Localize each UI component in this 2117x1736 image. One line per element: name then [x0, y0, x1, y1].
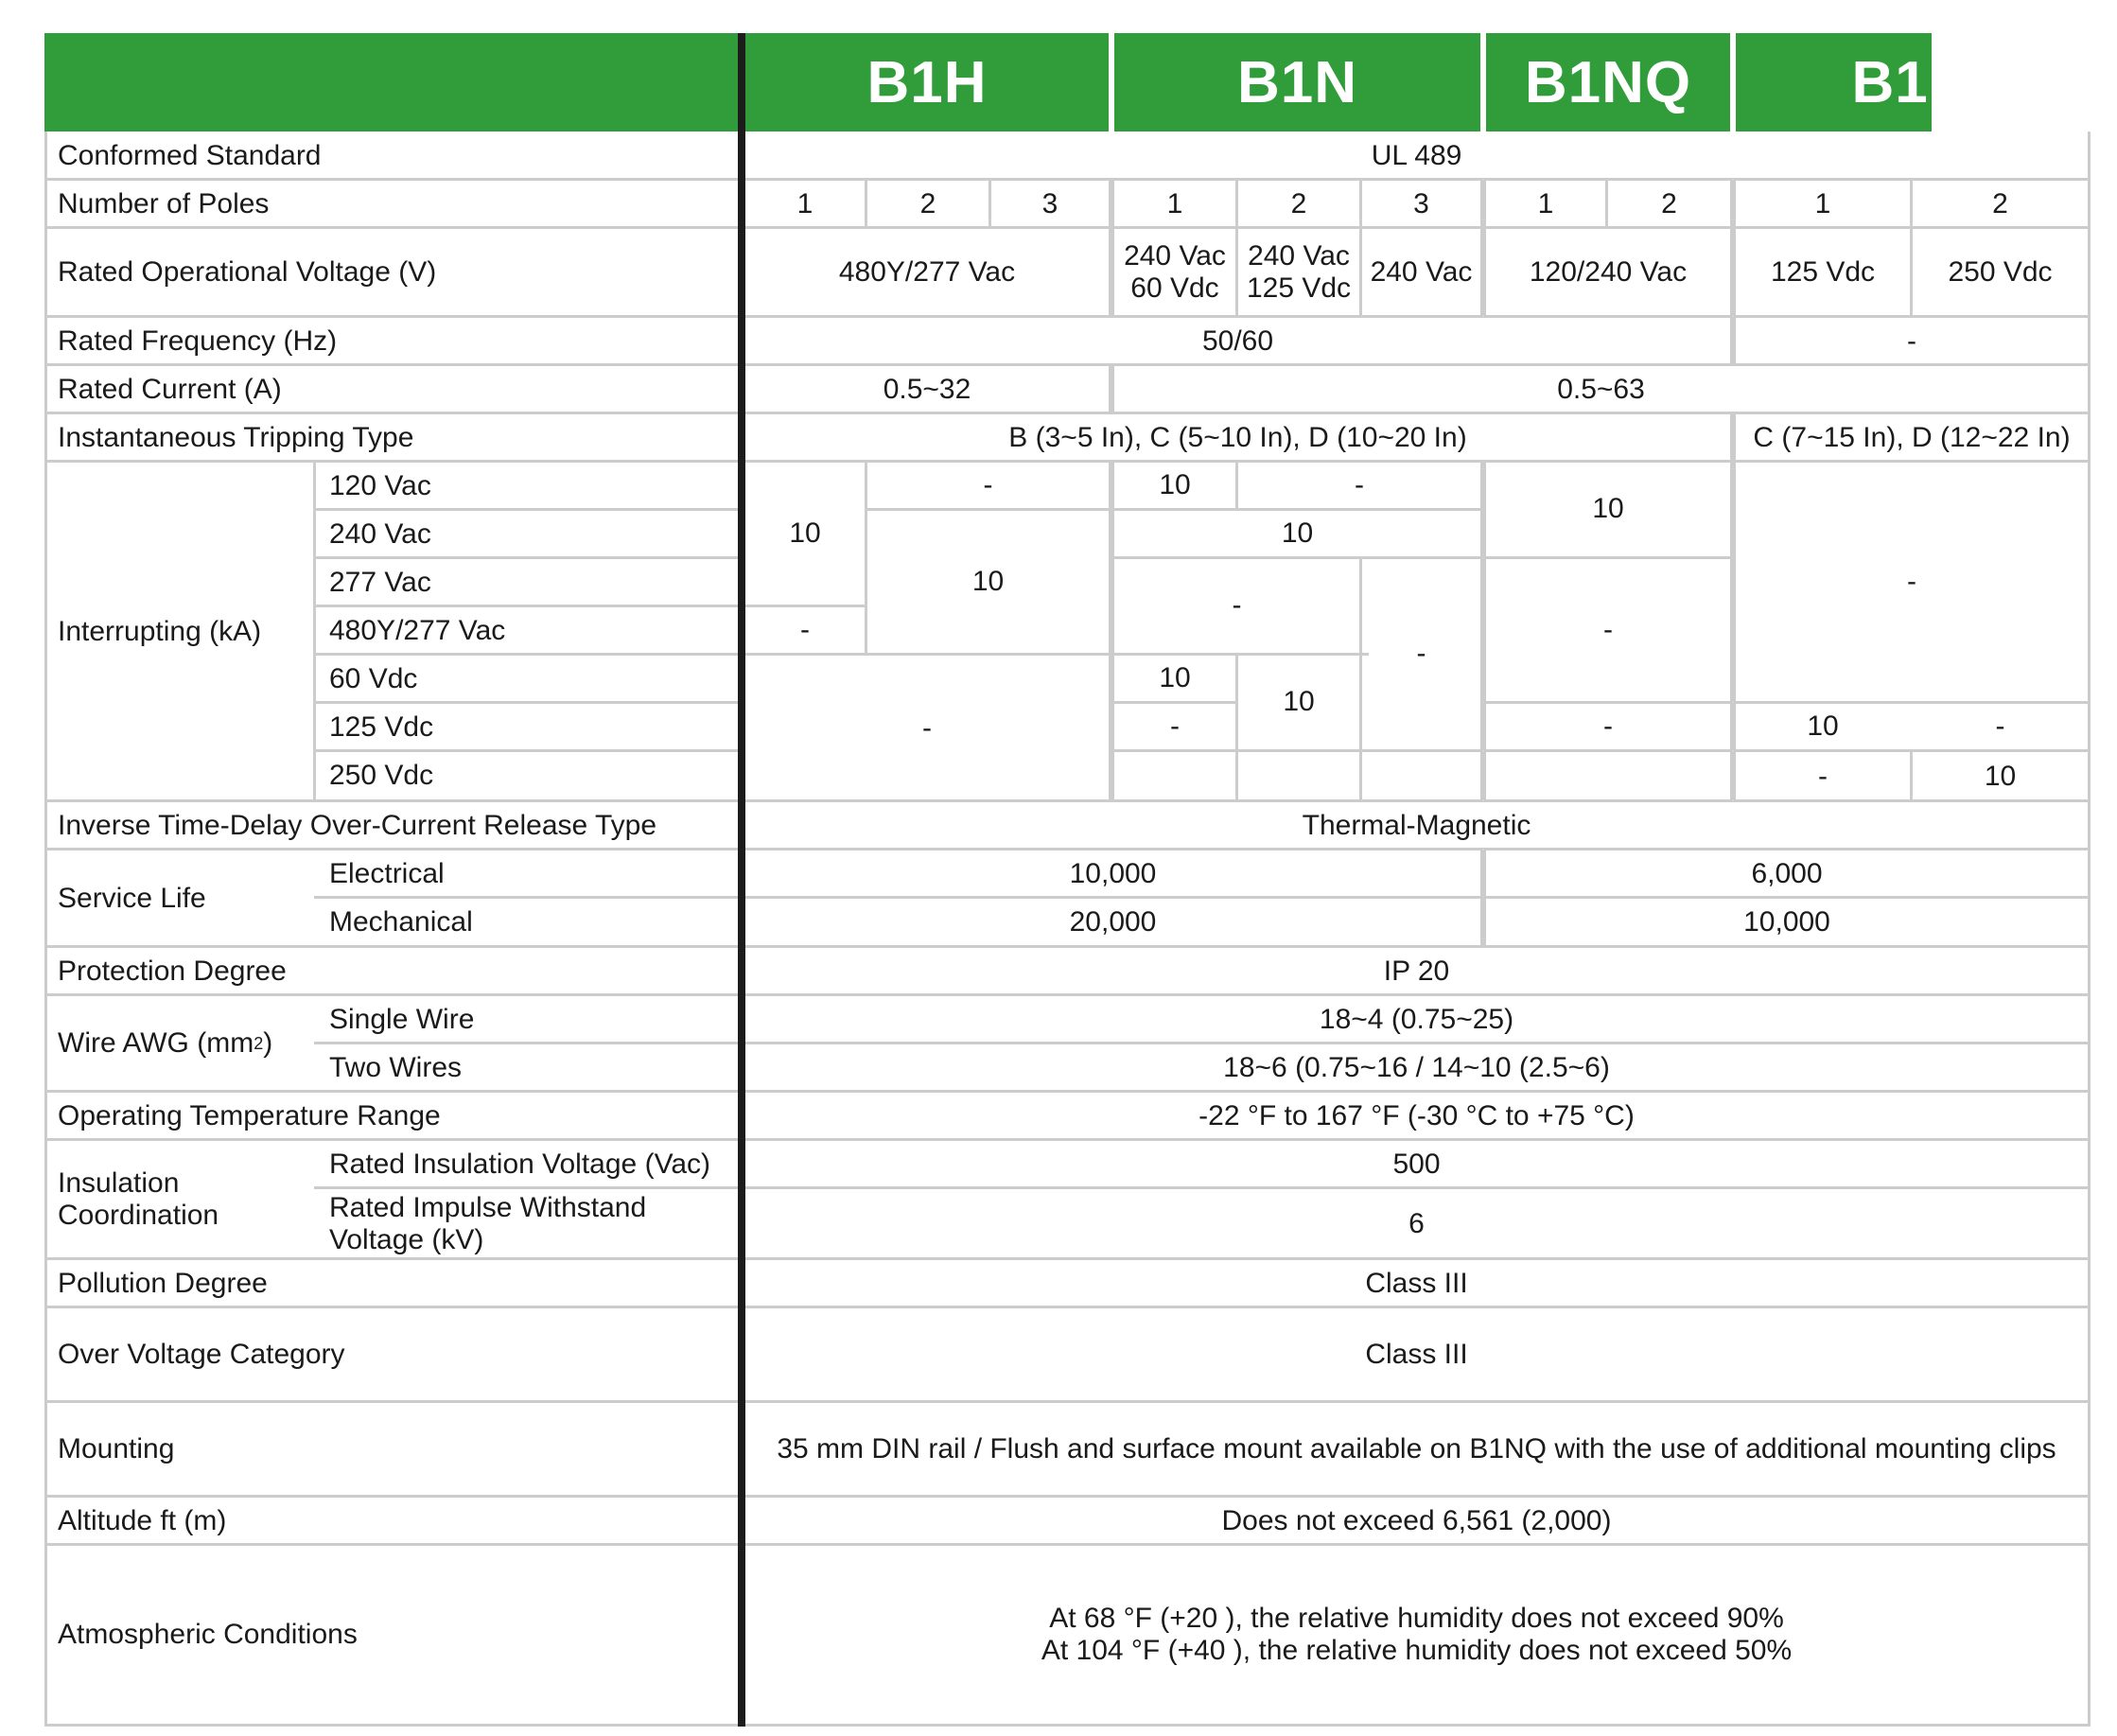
brand-b1d: B1D [1851, 49, 1972, 115]
value-int: 10 [1159, 468, 1191, 500]
label-operating-temp: Operating Temperature Range [58, 1099, 441, 1131]
label-int-row: 480Y/277 Vac [329, 614, 506, 646]
value-conformed-standard: UL 489 [1371, 139, 1462, 171]
value-int: 10 [1807, 710, 1839, 742]
value-int: - [800, 613, 810, 645]
label-rated-frequency: Rated Frequency (Hz) [58, 324, 338, 357]
value-pole: 1 [796, 187, 814, 219]
border-right [2088, 132, 2091, 1727]
brand-b1nq: B1NQ [1524, 49, 1692, 115]
value-int: 10 [1281, 517, 1314, 549]
value-int: - [1818, 760, 1828, 792]
value-tripping-dc: C (7~15 In), D (12~22 In) [1753, 421, 2071, 453]
value-int: - [1355, 468, 1364, 500]
value-int: - [922, 711, 932, 744]
label-int-row: 60 Vdc [329, 662, 418, 694]
value-int: - [1232, 589, 1242, 621]
value-voltage-b1h: 480Y/277 Vac [838, 256, 1016, 288]
value-int: 10 [1283, 686, 1315, 717]
value-current-b1h: 0.5~32 [883, 373, 971, 405]
value-tripping-ac: B (3~5 In), C (5~10 In), D (10~20 In) [1008, 421, 1467, 453]
value-pole: 3 [1041, 187, 1058, 219]
brand-b1n: B1N [1236, 49, 1358, 115]
label-altitude: Altitude ft (m) [58, 1504, 227, 1536]
value-int: - [1416, 638, 1426, 669]
value-two-wires: 18~6 (0.75~16 / 14~10 (2.5~6) [1223, 1051, 1610, 1083]
label-rated-voltage: Rated Operational Voltage (V) [58, 256, 437, 288]
value-voltage-b1d-1: 125 Vdc [1770, 256, 1876, 288]
value-int: - [1907, 565, 1916, 597]
brand-b1h: B1H [866, 49, 988, 115]
label-wire-awg: Wire AWG (mm 2 ) [58, 1027, 273, 1059]
value-int: - [1995, 710, 2005, 742]
label-rated-insulation-voltage: Rated Insulation Voltage (Vac) [329, 1148, 711, 1180]
value-mechanical-ac: 20,000 [1069, 905, 1157, 938]
label-rated-current: Rated Current (A) [58, 373, 282, 405]
value-int: - [1170, 710, 1180, 742]
label-two-wires: Two Wires [329, 1051, 463, 1083]
value-int: 10 [971, 565, 1005, 597]
label-int-row: 125 Vdc [329, 710, 434, 743]
value-release-type: Thermal-Magnetic [1302, 809, 1531, 841]
value-int: - [983, 468, 993, 500]
label-atmospheric: Atmospheric Conditions [58, 1618, 358, 1650]
value-frequency-dc: - [1907, 324, 1916, 357]
label-divider [738, 33, 745, 1727]
label-int-row: 120 Vac [329, 469, 431, 501]
value-pole: 1 [1814, 187, 1831, 219]
value-electrical-ac: 10,000 [1069, 857, 1157, 889]
label-single-wire: Single Wire [329, 1003, 475, 1035]
value-voltage-b1n-3: 240 Vac [1370, 256, 1473, 288]
value-int: 10 [1592, 493, 1624, 524]
value-int: 10 [1159, 661, 1191, 693]
value-protection-degree: IP 20 [1383, 955, 1450, 987]
label-int-row: 250 Vdc [329, 759, 434, 791]
value-pole: 2 [1661, 187, 1677, 219]
rule [44, 1724, 2091, 1727]
value-pole: 3 [1413, 187, 1429, 219]
value-voltage-b1n-1: 240 Vac 60 Vdc [1124, 240, 1226, 304]
label-service-life: Service Life [58, 882, 206, 914]
value-int: 10 [789, 517, 821, 549]
label-int-row: 240 Vac [329, 517, 431, 550]
value-altitude: Does not exceed 6,561 (2,000) [1221, 1504, 1612, 1536]
value-electrical-rest: 6,000 [1751, 857, 1823, 889]
label-number-of-poles: Number of Poles [58, 187, 270, 219]
label-protection-degree: Protection Degree [58, 955, 287, 987]
label-mechanical: Mechanical [329, 905, 473, 938]
label-mounting: Mounting [58, 1433, 175, 1464]
label-int-row: 277 Vac [329, 566, 431, 598]
value-rated-insulation-voltage: 500 [1392, 1148, 1441, 1180]
value-int: - [1603, 710, 1613, 742]
label-release-type: Inverse Time-Delay Over-Current Release Type [58, 809, 657, 841]
value-atmospheric: At 68 °F (+20 ), the relative humidity does not exceed 90% At 104 °F (+40 ), the relative humidity does not exceed 50% [1041, 1602, 1793, 1666]
value-mechanical-rest: 10,000 [1743, 905, 1830, 938]
value-pole: 2 [919, 187, 936, 219]
value-pollution-degree: Class III [1365, 1267, 1468, 1299]
value-mounting: 35 mm DIN rail / Flush and surface mount available on B1NQ with the use of additional mounting clips [777, 1433, 2056, 1464]
value-voltage-b1d-2: 250 Vdc [1948, 256, 2053, 288]
value-int: - [1603, 613, 1613, 645]
label-pollution-degree: Pollution Degree [58, 1267, 268, 1299]
value-voltage-b1nq: 120/240 Vac [1529, 256, 1688, 288]
label-conformed-standard: Conformed Standard [58, 139, 322, 171]
label-electrical: Electrical [329, 857, 445, 889]
label-interrupting: Interrupting (kA) [58, 615, 262, 647]
label-tripping-type: Instantaneous Tripping Type [58, 421, 414, 453]
value-int: 10 [1984, 760, 2017, 792]
value-current-rest: 0.5~63 [1557, 373, 1645, 405]
value-single-wire: 18~4 (0.75~25) [1319, 1003, 1514, 1035]
value-pole: 2 [1290, 187, 1307, 219]
value-voltage-b1n-2: 240 Vac 125 Vdc [1246, 240, 1352, 304]
value-over-voltage-category: Class III [1365, 1339, 1468, 1370]
value-frequency-ac: 50/60 [1201, 324, 1274, 357]
value-pole: 2 [1992, 187, 2008, 219]
value-pole: 1 [1537, 187, 1554, 219]
label-insulation-coordination: Insulation Coordination [58, 1167, 219, 1231]
label-over-voltage-category: Over Voltage Category [58, 1339, 345, 1370]
label-rated-impulse: Rated Impulse Withstand Voltage (kV) [329, 1191, 647, 1255]
value-rated-impulse: 6 [1408, 1207, 1425, 1239]
value-pole: 1 [1166, 187, 1183, 219]
value-operating-temp: -22 °F to 167 °F (-30 °C to +75 °C) [1198, 1099, 1635, 1131]
